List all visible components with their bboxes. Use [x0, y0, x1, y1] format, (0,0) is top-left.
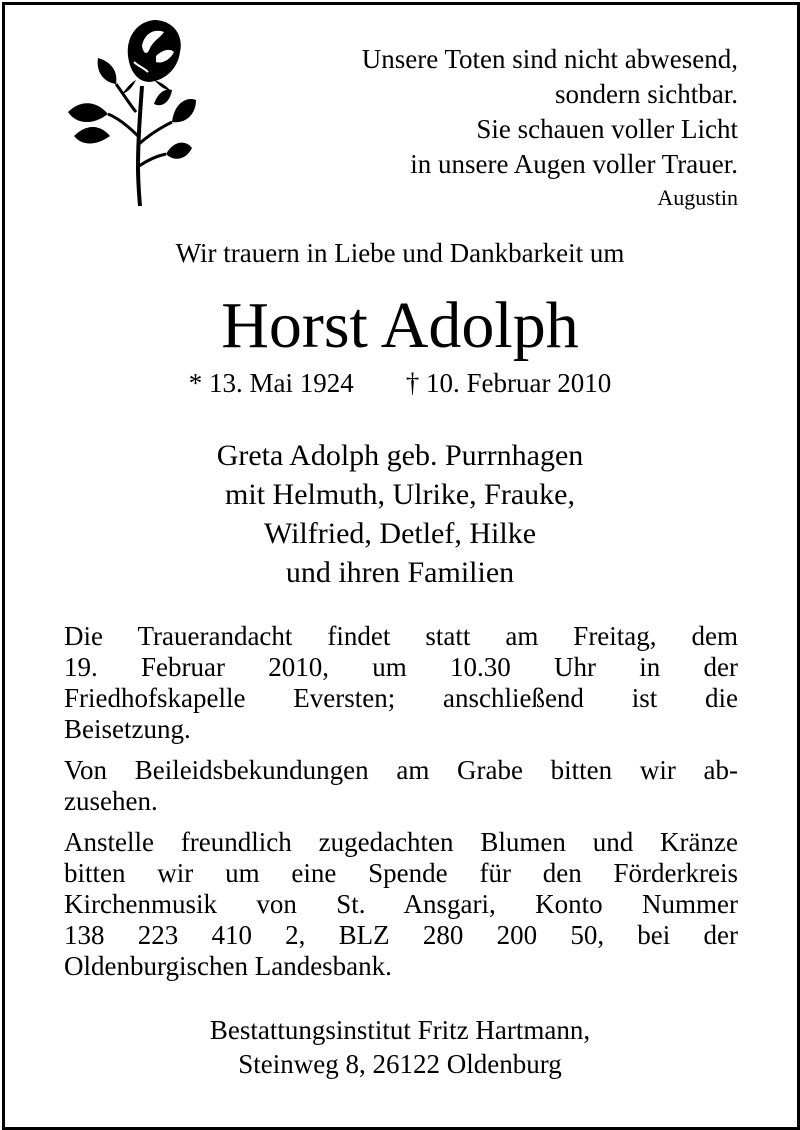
- poem-line: in unsere Augen voller Trauer.: [410, 149, 738, 179]
- family-line: Greta Adolph geb. Purrnhagen: [216, 439, 584, 472]
- donation-paragraph: [64, 827, 738, 982]
- text-line: zusehen.: [64, 786, 158, 816]
- text-line: Anstelle freundlich zugedachten Blumen und Kränze: [64, 827, 738, 857]
- text-line: 138 223 410 2, BLZ 280 200 50, bei der: [64, 920, 738, 950]
- intro-text: Wir trauern in Liebe und Dankbarkeit um: [175, 238, 625, 268]
- family-block: [0, 436, 800, 592]
- text-line: bitten wir um eine Spende für den Förderkreis: [64, 858, 738, 888]
- rose-icon: [62, 16, 198, 208]
- text-line: 19. Februar 2010, um 10.30 Uhr in der: [64, 652, 738, 682]
- life-dates: [0, 366, 800, 400]
- notice-body: [64, 621, 738, 992]
- text-line: Kirchenmusik von St. Ansgari, Konto Nummer: [64, 889, 738, 919]
- family-line: und ihren Familien: [285, 556, 515, 589]
- poem-author: Augustin: [657, 185, 738, 210]
- text-line: Von Beileidsbekundungen am Grabe bitten wir ab-: [64, 755, 738, 785]
- funeral-home-name: Bestattungsinstitut Fritz Hartmann,: [209, 1015, 591, 1045]
- condolences-paragraph: [64, 755, 738, 817]
- family-line: mit Helmuth, Ulrike, Frauke,: [225, 478, 575, 511]
- poem-line: Unsere Toten sind nicht abwesend,: [361, 44, 738, 74]
- deceased-name: Horst Adolph: [221, 289, 579, 362]
- poem: [362, 42, 738, 213]
- text-line: Oldenburgischen Landesbank.: [64, 951, 392, 981]
- birth-date: * 13. Mai 1924: [188, 368, 354, 398]
- family-line: Wilfried, Detlef, Hilke: [263, 517, 537, 550]
- death-date: † 10. Februar 2010: [405, 368, 612, 398]
- poem-line: sondern sichtbar.: [555, 79, 738, 109]
- funeral-home-address: Steinweg 8, 26122 Oldenburg: [238, 1049, 562, 1079]
- text-line: Die Trauerandacht findet statt am Freitag, dem: [64, 621, 738, 651]
- poem-line: Sie schauen voller Licht: [476, 114, 738, 144]
- text-line: Friedhofskapelle Eversten; anschließend ist die: [64, 683, 738, 713]
- text-line: Beisetzung.: [64, 714, 191, 744]
- service-paragraph: [64, 621, 738, 745]
- funeral-home: [0, 1013, 800, 1081]
